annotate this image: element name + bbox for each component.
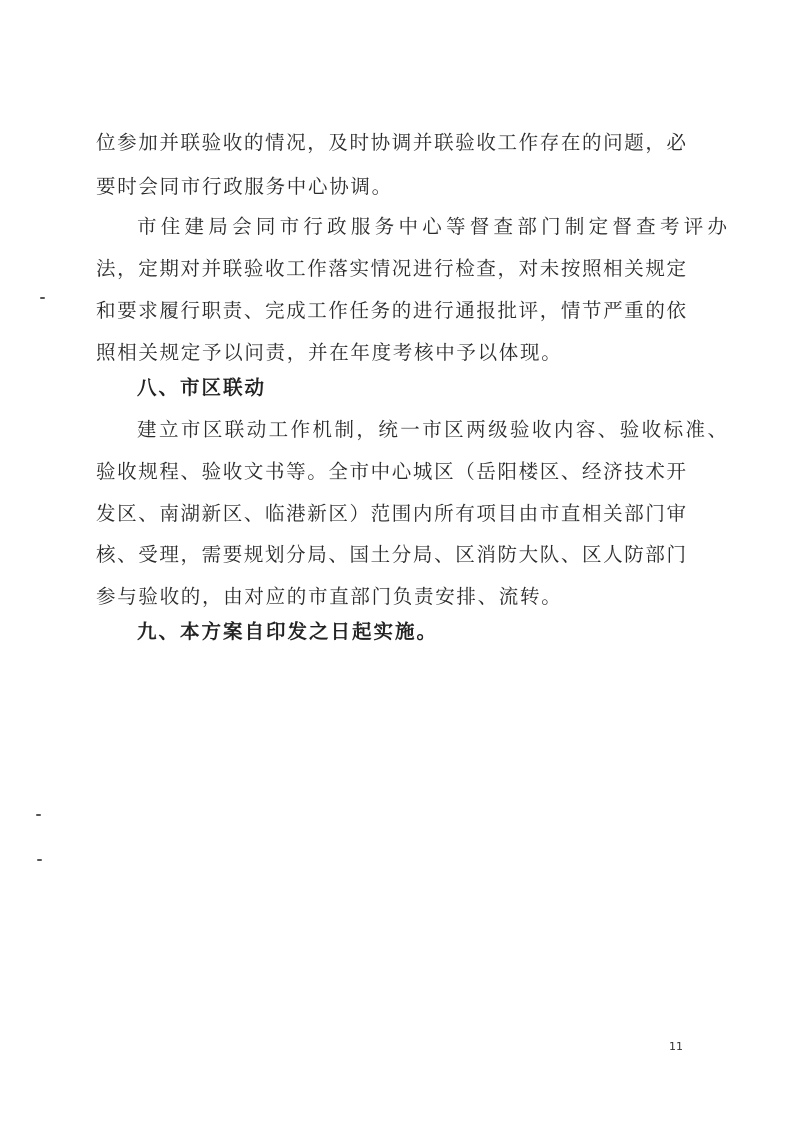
section-heading-9: 九、本方案自印发之日起实施。 bbox=[137, 620, 439, 643]
paragraph-3-line-5: 参与验收的，由对应的市直部门负责安排、流转。 bbox=[96, 585, 563, 608]
scan-mark bbox=[36, 814, 41, 816]
section-heading-8: 八、市区联动 bbox=[137, 376, 267, 399]
paragraph-3-line-4: 核、受理，需要规划分局、国土分局、区消防大队、区人防部门 bbox=[96, 543, 686, 566]
paragraph-2-line-1: 市住建局会同市行政服务中心等督查部门制定督查考评办 bbox=[137, 215, 727, 238]
paragraph-3-line-3: 发区、南湖新区、临港新区）范围内所有项目由市直相关部门审 bbox=[96, 502, 686, 525]
paragraph-1-line-2: 要时会同市行政服务中心协调。 bbox=[96, 175, 393, 198]
paragraph-2-line-3: 和要求履行职责、完成工作任务的进行通报批评，情节严重的依 bbox=[96, 299, 686, 322]
paragraph-2-line-2: 法，定期对并联验收工作落实情况进行检查，对未按照相关规定 bbox=[96, 257, 686, 280]
paragraph-2-line-4: 照相关规定予以问责，并在年度考核中予以体现。 bbox=[96, 341, 563, 364]
scan-mark bbox=[37, 859, 42, 861]
page-number: 11 bbox=[669, 1040, 683, 1053]
paragraph-3-line-2: 验收规程、验收文书等。全市中心城区（岳阳楼区、经济技术开 bbox=[96, 460, 686, 483]
paragraph-3-line-1: 建立市区联动工作机制，统一市区两级验收内容、验收标准、 bbox=[137, 418, 727, 441]
paragraph-1-line-1: 位参加并联验收的情况，及时协调并联验收工作存在的问题，必 bbox=[96, 131, 686, 154]
scan-mark bbox=[40, 297, 45, 299]
